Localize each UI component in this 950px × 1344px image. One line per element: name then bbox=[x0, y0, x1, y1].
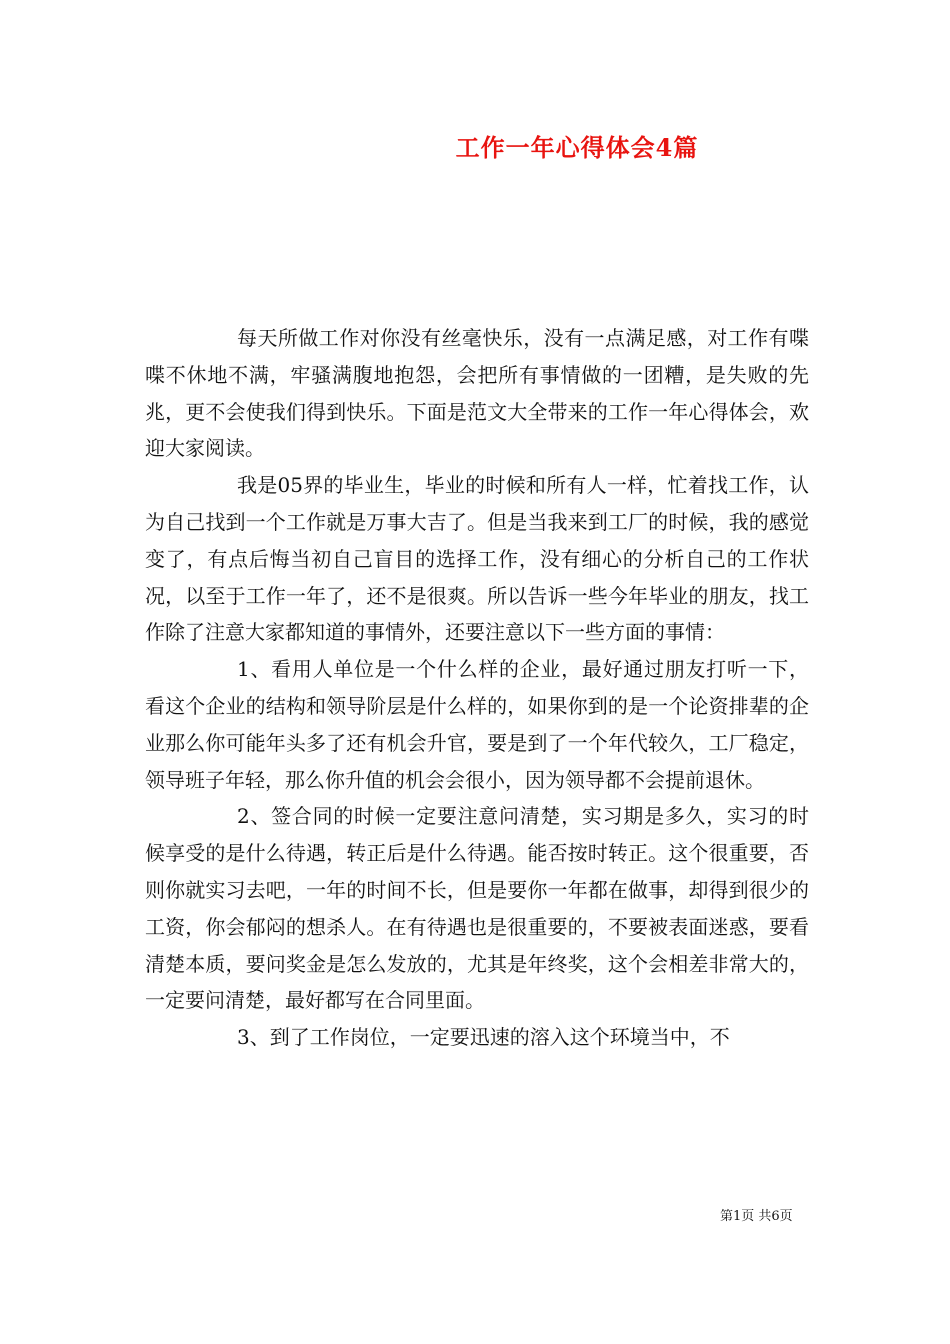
document-body bbox=[145, 320, 809, 1056]
paragraph-point-3: 3、到了工作岗位，一定要迅速的溶入这个环境当中，不 bbox=[237, 1025, 730, 1050]
paragraph-point-2: 2、签合同的时候一定要注意问清楚，实习期是多久，实习的时候享受的是什么待遇，转正后是什么待遇。能否按时转正。这个很重要，否则你就实习去吧，一年的时间不长，但是要你一年都在做事，却得到很少的工资，你会郁闷的想杀人。在有待遇也是很重要的，不要被表面迷惑，要看清楚本质，要问奖金是怎么发放的，尤其是年终奖，这个会相差非常大的，一定要问清楚，最好都写在合同里面。 bbox=[145, 804, 809, 1013]
paragraph-background: 我是05界的毕业生，毕业的时候和所有人一样，忙着找工作，认为自己找到一个工作就是万事大吉了。但是当我来到工厂的时候，我的感觉变了，有点后悔当初自己盲目的选择工作，没有细心的分析自己的工作状况，以至于工作一年了，还不是很爽。所以告诉一些今年毕业的朋友，找工作除了注意大家都知道的事情外，还要注意以下一些方面的事情： bbox=[145, 473, 809, 645]
page-number-footer: 第1页 共6页 bbox=[720, 1209, 793, 1224]
paragraph-intro: 每天所做工作对你没有丝毫快乐，没有一点满足感，对工作有喋喋不休地不满，牢骚满腹地抱怨，会把所有事情做的一团糟，是失败的先兆，更不会使我们得到快乐。下面是范文大全带来的工作一年心得体会，欢迎大家阅读。 bbox=[145, 326, 809, 461]
paragraph-point-1: 1、看用人单位是一个什么样的企业，最好通过朋友打听一下，看这个企业的结构和领导阶层是什么样的，如果你到的是一个论资排辈的企业那么你可能年头多了还有机会升官，要是到了一个年代较久，工厂稳定，领导班子年轻，那么你升值的机会会很小，因为领导都不会提前退休。 bbox=[145, 657, 809, 792]
document-title: 工作一年心得体会4篇 bbox=[455, 133, 699, 162]
